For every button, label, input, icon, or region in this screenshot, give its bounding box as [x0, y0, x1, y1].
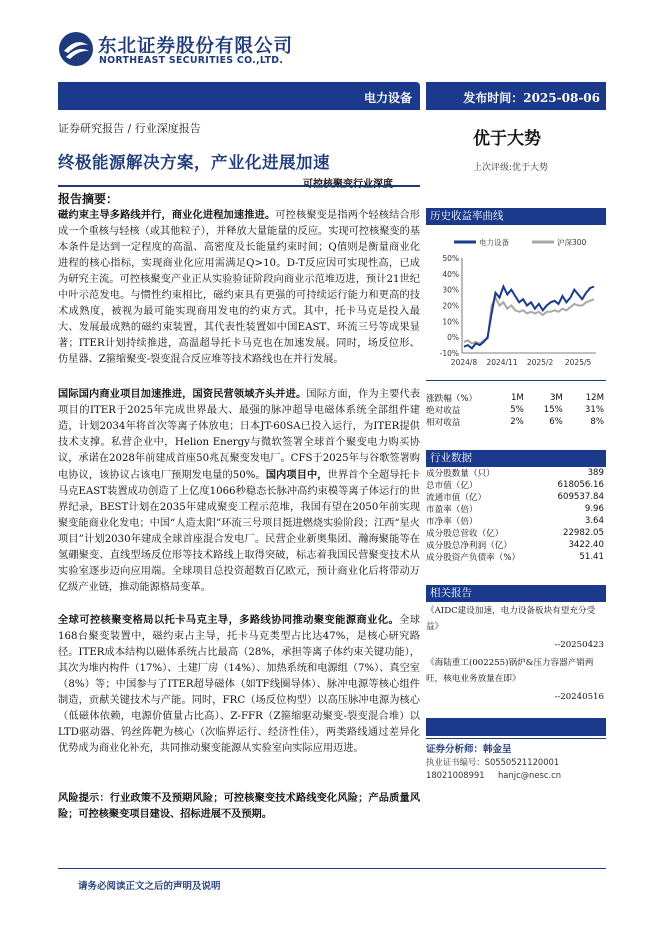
breadcrumb: 证券研究报告 / 行业深度报告 — [58, 122, 201, 135]
industry-label: 流通市值（亿） — [426, 493, 487, 503]
perf-header: 12M — [585, 393, 604, 403]
x-tick-label: 2024/8 — [450, 358, 478, 367]
y-tick-label: 30% — [442, 285, 459, 295]
footer-disclaimer: 请务必阅读正文之后的声明及说明 — [78, 881, 221, 892]
table-row — [426, 491, 606, 503]
industry-value: 618056.16 — [557, 480, 604, 490]
related-report-title[interactable]: 《海陆重工(002255)锅炉&压力容器产销两旺，核电业务放量在即》 — [426, 658, 594, 684]
y-tick-label: 10% — [442, 317, 459, 327]
industry-value: 609537.84 — [557, 492, 604, 502]
analyst-phone: 18021008991 — [426, 770, 485, 780]
analyst-bar — [426, 718, 606, 736]
previous-rating: 上次评级:优于大势 — [473, 163, 549, 173]
industry-value: 389 — [587, 468, 604, 478]
industry-label: 市净率（倍） — [426, 517, 478, 527]
x-tick-label: 2025/5 — [564, 358, 592, 367]
perf-value: 8% — [590, 417, 604, 427]
industry-value: 22982.05 — [562, 528, 604, 538]
return-chart-svg — [426, 228, 606, 373]
paragraph-lead: 国际国内商业项目加速推进，国资民营领域齐头并进。 — [58, 388, 307, 400]
table-row — [426, 392, 606, 404]
table-row — [426, 404, 606, 416]
analyst-email[interactable]: hanjc@nesc.cn — [498, 770, 562, 780]
analyst-divider — [426, 738, 606, 739]
paragraph-lead-2: 国内项目中， — [265, 469, 328, 481]
industry-table — [426, 467, 606, 563]
table-row — [426, 515, 606, 527]
chart-divider — [426, 380, 606, 381]
paragraph-text: 国际方面，作为主要代表项目的ITER于2025年完成世界最大、最强的脉冲超导电磁体系统全部组件建造，计划2034年将首次等离子体放电；日本JT-60SA已投入运行，为ITER提供技术支撑。私营企业中，Helion Energy与微软签署全球首个聚变电力购买协议，承诺在2028年前建成首座50兆瓦聚变发电厂。CFS于2025年与谷歌签署购电协议，该协议占该电厂预期发电量的50%。 — [58, 389, 421, 481]
perf-value: 31% — [584, 405, 604, 415]
table-row — [426, 467, 606, 479]
y-tick-label: 50% — [442, 254, 459, 263]
y-tick-label: 0% — [447, 333, 459, 343]
page-title: 终极能源解决方案，产业化进展加速 — [58, 153, 330, 172]
perf-label: 相对收益 — [426, 418, 461, 428]
risk-text: 行业政策不及预期风险；可控核聚变技术路线变化风险；产品质量风险；可控核聚变项目建设、招标进展不及预期。 — [58, 792, 421, 820]
footer-divider — [58, 868, 606, 869]
sector-bar — [58, 82, 420, 110]
paragraph-text: 可控核聚变是指两个轻核结合形成一个重核与轻核（或其他粒子），并释放大量能量的反应。实现可控核聚变的基本条件是达到一定程度的高温、高密度及长能量约束时间；Q值则是衡量商业化进程的核心指标，实现商业化应用需满足Q>10。D-T反应因可实现性高，已成为研究主流。可控核聚变产业正从实验验证阶段向商业示范堆迈进，预计21世纪中叶示范发电。与惯性约束相比，磁约束具有更强的可持续运行能力和更高的技术成熟度，被视为最可能实现商用发电的约束方式。其中，托卡马克是投入最大、发展最成熟的磁约束装置，其代表性装置如中国EAST、环流三号等成果显著；ITER计划持续推进，高温超导托卡马克也在加速发展。同时，场反位形、仿星器、Z箍缩聚变-裂变混合反应堆等技术路线也在并行发展。 — [58, 210, 420, 365]
perf-label: 绝对收益 — [426, 406, 461, 416]
rating: 优于大势 — [473, 129, 541, 149]
table-row — [426, 503, 606, 515]
table-row — [426, 539, 606, 551]
summary-paragraph-3 — [58, 612, 420, 757]
publish-date: 发布时间：2025-08-06 — [463, 91, 600, 105]
analyst-cert: 执业证书编号：S0550521120001 — [426, 757, 560, 767]
industry-label: 成分股总营收（亿） — [426, 529, 504, 539]
risk-lead: 风险提示： — [58, 792, 110, 804]
paragraph-lead: 全球可控核聚变格局以托卡马克主导，多路线协同推动聚变能源商业化。 — [58, 614, 400, 626]
perf-header: 1M — [510, 393, 524, 403]
publish-bar — [426, 82, 606, 110]
industry-value: 51.41 — [579, 552, 604, 562]
industry-value: 3.64 — [584, 516, 604, 526]
company-name-cn: 东北证券股份有限公司 — [98, 36, 294, 57]
related-reports-bar: 相关报告 — [426, 585, 606, 602]
analyst-name: 证券分析师：韩金呈 — [426, 744, 512, 755]
industry-label: 总市值（亿） — [426, 481, 478, 491]
risk-warning — [58, 790, 420, 822]
sector-label: 电力设备 — [363, 91, 412, 105]
related-report-2 — [426, 655, 606, 705]
industry-label: 成分股资产负债率（%） — [426, 553, 521, 563]
company-name-en: NORTHEAST SECURITIES CO.,LTD. — [99, 55, 284, 66]
related-report-date: --20250423 — [554, 640, 604, 650]
table-row — [426, 416, 606, 428]
related-report-title[interactable]: 《AIDC建设加速，电力设备板块有望充分受益》 — [426, 606, 596, 632]
perf-value: 2% — [510, 417, 524, 427]
title-divider — [58, 185, 420, 187]
y-tick-label: 40% — [442, 269, 459, 279]
company-logo — [58, 31, 94, 67]
perf-title: 涨跌幅（%） — [426, 394, 478, 404]
page-subtitle — [303, 175, 393, 190]
table-row — [426, 551, 606, 563]
industry-label: 成分股总净利润（亿） — [426, 541, 512, 551]
related-report-date: --20240516 — [554, 692, 604, 702]
summary-label: 报告摘要： — [58, 192, 119, 206]
return-chart — [426, 228, 606, 373]
industry-data-bar: 行业数据 — [426, 450, 606, 467]
y-tick-label: 20% — [442, 301, 459, 311]
summary-paragraph-1 — [58, 207, 420, 368]
chart-title-bar: 历史收益率曲线 — [426, 208, 606, 225]
summary-paragraph-2 — [58, 386, 420, 596]
x-tick-label: 2025/2 — [526, 358, 554, 367]
industry-label: 成分股数量（只） — [426, 469, 495, 479]
legend-label: 电力设备 — [479, 238, 509, 247]
industry-value: 9.96 — [584, 504, 604, 514]
x-tick-label: 2024/11 — [486, 358, 518, 367]
perf-value: 15% — [543, 405, 563, 415]
y-tick-label: -10% — [439, 349, 459, 358]
legend-label: 沪深300 — [557, 238, 587, 247]
perf-value: 5% — [510, 405, 524, 415]
table-row — [426, 479, 606, 491]
performance-table — [426, 392, 606, 428]
paragraph-text-2: 世界首个全超导托卡马克EAST装置成功创造了上亿度1066秒稳态长脉冲高约束模等离子体运行的世界纪录，BEST计划在2035年建成聚变工程示范堆，我国有望在2050年前实现聚变能商业化发电；中国“人造太阳”环流三号项目挺进燃烧实验阶段；江西“星火项目”计划2030年建成全球首座混合发电厂。民营企业新奥集团、瀚海聚能等在氢硼聚变、直线型场反位形等技术路线上取得突破，标志着我国民营聚变技术从实验室逐步迈向应用端。全球项目总投资超数百亿欧元，预计商业化后将带动万亿级产业链，推动能源格局变革。 — [58, 470, 420, 593]
paragraph-lead: 磁约束主导多路线并行，商业化进程加速推进。 — [58, 209, 276, 221]
series-line — [464, 287, 594, 349]
industry-label: 市盈率（倍） — [426, 505, 478, 515]
paragraph-text: 全球168台聚变装置中，磁约束占主导，托卡马克类型占比达47%，是核心研究路径。ITER成本结构以磁体系统占比最高（28%，承担等离子体约束关键功能），其次为堆内构件（17%）、土建厂房（14%）、加热系统和电源组（7%）、真空室（8%）等；中国参与了ITER超导磁体（如TF线圈导体）、脉冲电源等核心组件制造，贡献关键技术与产能。同时，FRC（场反位构型）以高压脉冲电源为核心（低磁体依赖，电源价值量占比高）、Z-FFR（Z箍缩驱动聚变-裂变混合堆）以LTD驱动器、钨丝阵靶为核心（次临界运行、经济性佳），两类路线通过差异化优势成为商业化补充，共同推动聚变能源从实验室向实际应用迈进。 — [58, 615, 421, 754]
table-row — [426, 527, 606, 539]
industry-value: 3422.40 — [568, 540, 604, 550]
perf-header: 3M — [549, 393, 563, 403]
perf-value: 6% — [549, 417, 563, 427]
related-report-1 — [426, 603, 606, 653]
